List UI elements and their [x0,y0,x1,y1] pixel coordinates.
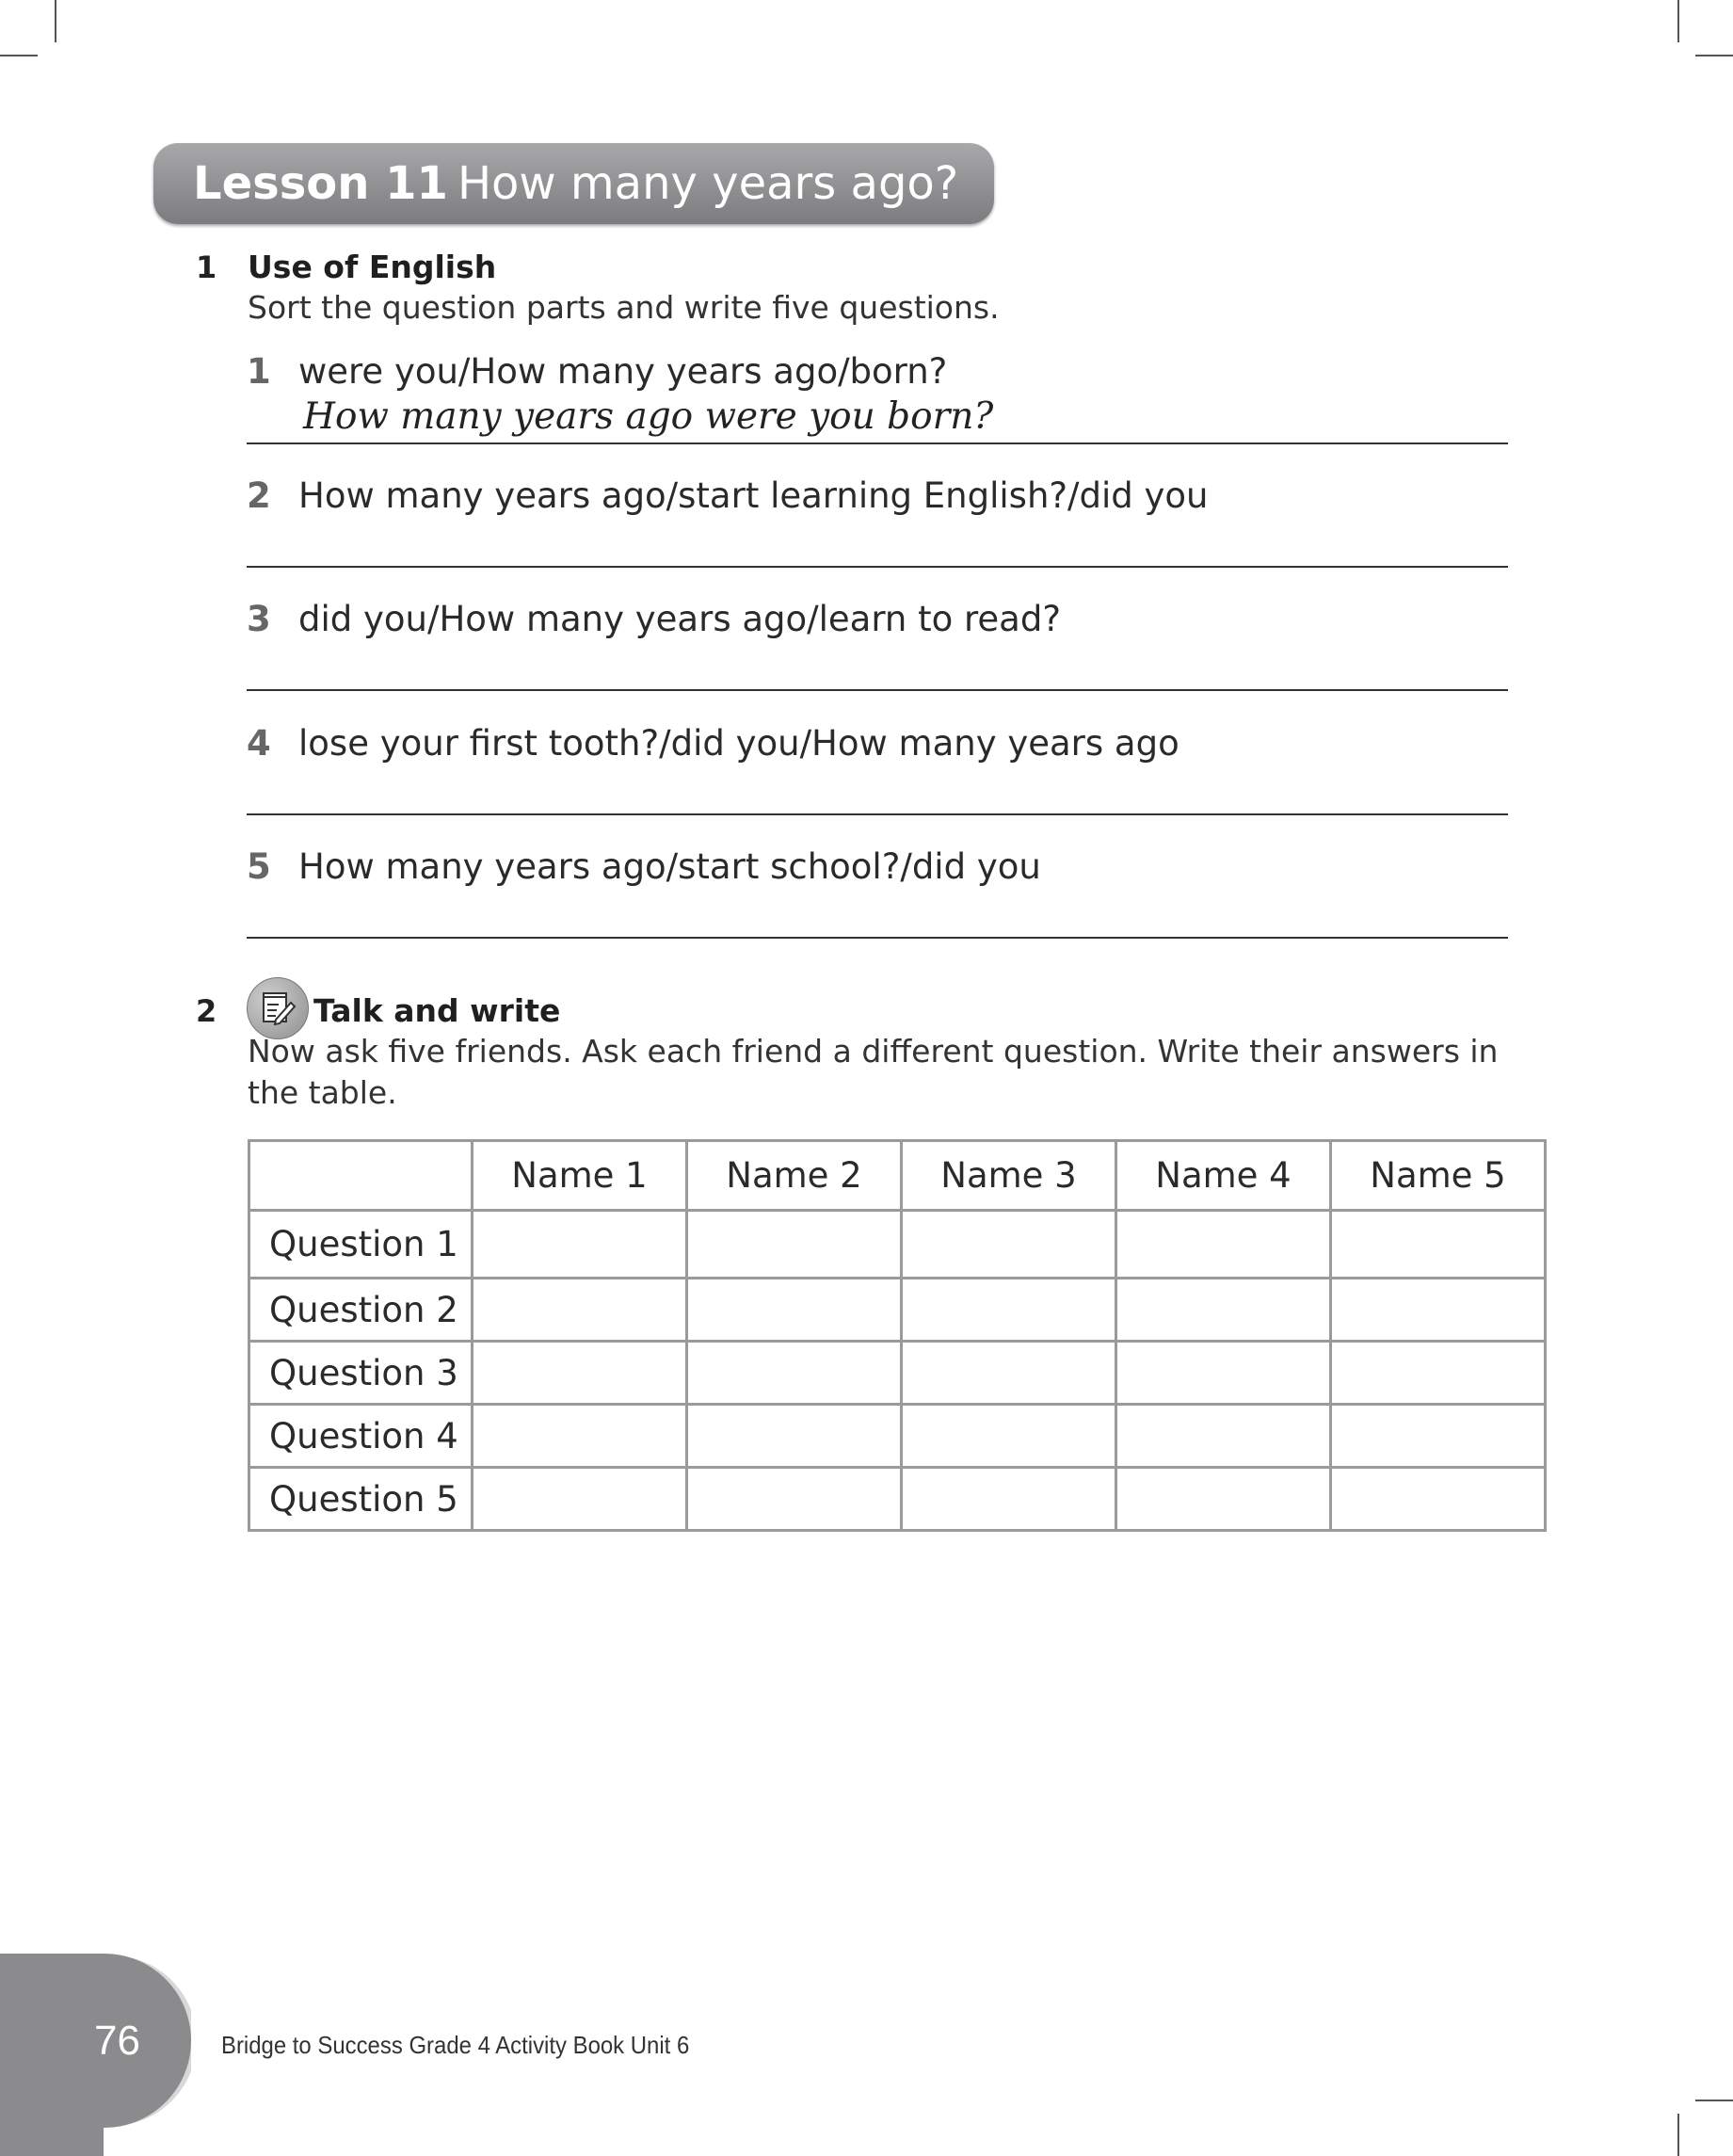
table-cell[interactable] [902,1405,1116,1468]
question-5-number: 5 [247,846,271,887]
crop-mark [1677,0,1679,42]
table-cell[interactable] [687,1468,902,1531]
table-column-header: Name 3 [902,1141,1116,1211]
answers-table [248,1139,1547,1532]
answer-line-5[interactable] [247,937,1508,939]
table-row [249,1279,1546,1342]
table-cell[interactable] [902,1279,1116,1342]
table-cell[interactable] [473,1405,687,1468]
table-cell[interactable] [687,1405,902,1468]
answer-line-1[interactable] [247,442,1508,444]
table-cell[interactable] [902,1468,1116,1531]
table-cell[interactable] [1116,1342,1331,1405]
table-cell[interactable] [1331,1211,1546,1279]
table-cell[interactable] [902,1211,1116,1279]
table-cell[interactable] [687,1342,902,1405]
exercise-2-title: Talk and write [313,992,561,1029]
exercise-2-number: 2 [196,993,217,1029]
question-3-prompt: did you/How many years ago/learn to read? [298,599,1061,639]
question-4-prompt: lose your first tooth?/did you/How many years ago [298,723,1179,764]
crop-mark [1677,2114,1679,2156]
crop-mark [1695,55,1733,56]
lesson-title: How many years ago? [457,157,959,210]
exercise-1-instruction: Sort the question parts and write five questions. [248,289,1000,326]
table-row [249,1342,1546,1405]
question-2-number: 2 [247,475,271,516]
table-row-label: Question 3 [249,1342,473,1405]
table-row [249,1405,1546,1468]
table-column-header: Name 2 [687,1141,902,1211]
table-column-header: Name 4 [1116,1141,1331,1211]
crop-mark [1695,2100,1733,2101]
table-cell[interactable] [1116,1468,1331,1531]
question-3-number: 3 [247,599,271,639]
table-cell[interactable] [473,1211,687,1279]
table-cell[interactable] [1331,1279,1546,1342]
table-row-label: Question 1 [249,1211,473,1279]
footer-book: Grade 4 Activity Book Unit 6 [409,2031,690,2059]
table-cell[interactable] [473,1279,687,1342]
exercise-1-number: 1 [196,249,217,285]
table-cell[interactable] [902,1342,1116,1405]
table-header-row [249,1141,1546,1211]
crop-mark [0,55,38,56]
question-1-prompt: were you/How many years ago/born? [298,351,948,392]
table-cell[interactable] [1116,1211,1331,1279]
question-4-number: 4 [247,723,271,764]
exercise-2-instruction-line1: Now ask five friends. Ask each friend a different question. Write their answers in [248,1033,1499,1070]
page-number: 76 [94,2018,140,2064]
exercise-1-title: Use of English [248,249,497,285]
table-row [249,1468,1546,1531]
question-2-prompt: How many years ago/start learning English?/did you [298,475,1209,516]
table-cell[interactable] [473,1468,687,1531]
footer-text [221,2031,689,2060]
table-row [249,1211,1546,1279]
answer-line-3[interactable] [247,689,1508,691]
question-1-answer: How many years ago were you born? [303,395,994,438]
table-corner-cell [249,1141,473,1211]
answer-line-2[interactable] [247,566,1508,568]
footer-series: Bridge to Success [221,2031,403,2059]
exercise-2-instruction-line2: the table. [248,1074,397,1111]
crop-mark [55,0,56,42]
lesson-banner [153,143,994,224]
table-row-label: Question 5 [249,1468,473,1531]
table-cell[interactable] [687,1211,902,1279]
table-cell[interactable] [1116,1405,1331,1468]
table-column-header: Name 5 [1331,1141,1546,1211]
lesson-number: Lesson 11 [193,157,448,210]
table-cell[interactable] [687,1279,902,1342]
table-row-label: Question 4 [249,1405,473,1468]
table-cell[interactable] [1331,1405,1546,1468]
answer-line-4[interactable] [247,813,1508,815]
table-cell[interactable] [1331,1468,1546,1531]
table-column-header: Name 1 [473,1141,687,1211]
table-cell[interactable] [1116,1279,1331,1342]
question-5-prompt: How many years ago/start school?/did you [298,846,1041,887]
table-cell[interactable] [473,1342,687,1405]
table-row-label: Question 2 [249,1279,473,1342]
table-cell[interactable] [1331,1342,1546,1405]
question-1-number: 1 [247,351,271,392]
